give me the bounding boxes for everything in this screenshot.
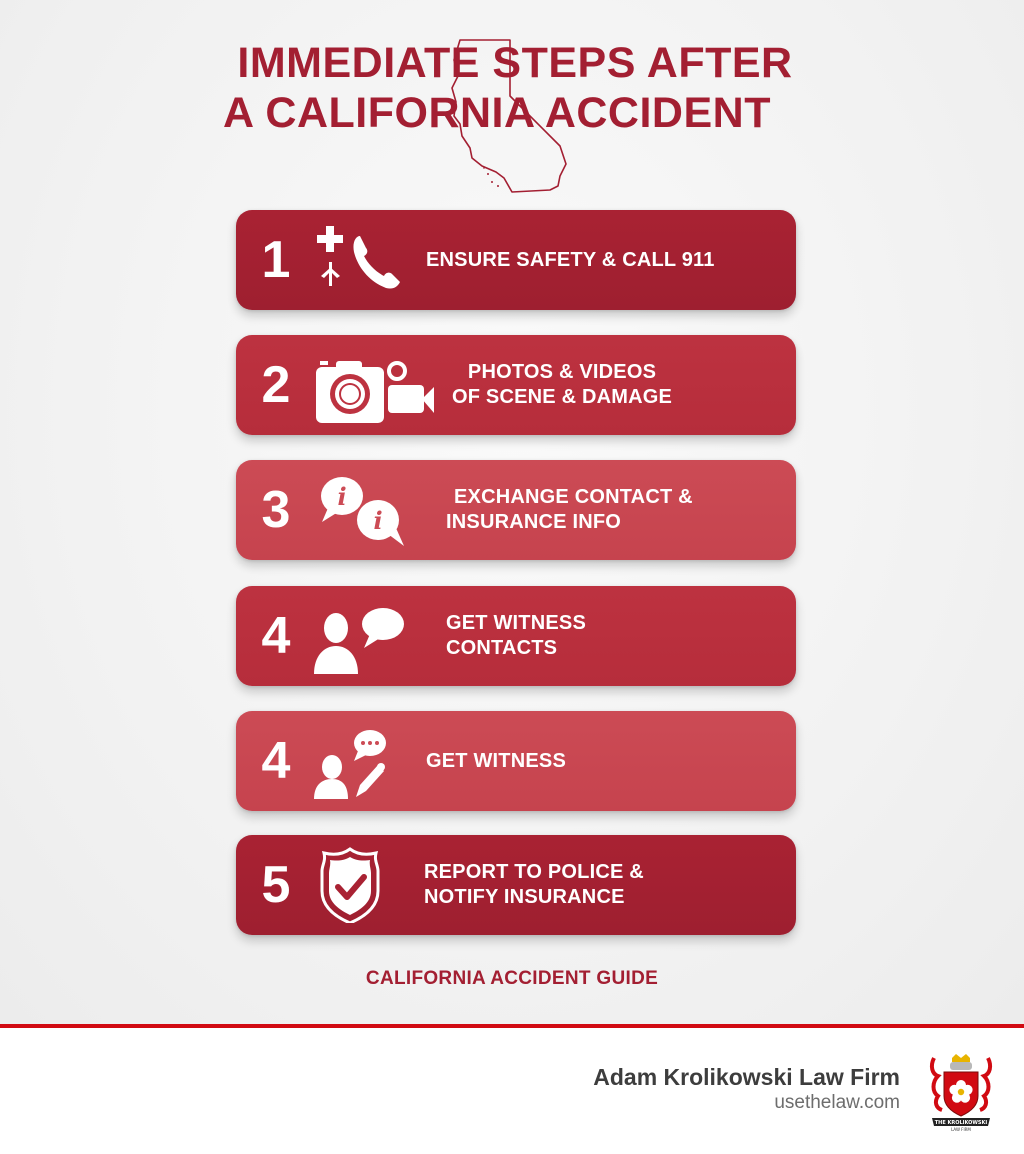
divider bbox=[0, 1024, 1024, 1028]
step-number: 3 bbox=[261, 481, 291, 539]
info-speech-bubble-icon bbox=[357, 500, 404, 546]
step-text bbox=[446, 586, 586, 686]
step-card-4 bbox=[236, 586, 796, 686]
medical-cross-icon bbox=[317, 226, 343, 286]
step-text-line: REPORT TO POLICE & bbox=[424, 861, 644, 883]
pen-icon bbox=[356, 763, 385, 797]
step-text bbox=[426, 210, 715, 310]
info-speech-bubble-icon bbox=[321, 477, 363, 522]
phone-icon bbox=[353, 236, 400, 289]
step-text-line: GET WITNESS bbox=[446, 612, 586, 634]
firm-crest-logo bbox=[928, 1052, 994, 1132]
step-text-line: INSURANCE INFO bbox=[446, 511, 622, 533]
step-1-icons bbox=[314, 222, 444, 298]
step-text-line: ENSURE SAFETY & CALL 911 bbox=[426, 248, 715, 271]
video-camera-icon bbox=[388, 363, 434, 413]
california-outline-icon bbox=[400, 36, 590, 196]
step-number: 4 bbox=[261, 732, 291, 790]
camera-icon bbox=[316, 361, 384, 423]
step-text-line: NOTIFY INSURANCE bbox=[424, 886, 625, 908]
step-card-2 bbox=[236, 335, 796, 435]
step-text bbox=[452, 335, 672, 435]
svg-text:THE KROLIKOWSKI: THE KROLIKOWSKI bbox=[934, 1120, 988, 1126]
firm-branding bbox=[593, 1062, 900, 1114]
title-line-2: A CALIFORNIA ACCIDENT bbox=[223, 89, 771, 137]
step-2-icons bbox=[314, 347, 444, 423]
speech-bubble-icon bbox=[362, 608, 404, 648]
step-number: 5 bbox=[261, 856, 291, 914]
step-number: 4 bbox=[261, 607, 291, 665]
svg-text:i: i bbox=[337, 482, 347, 511]
svg-text:i: i bbox=[373, 506, 383, 535]
step-text bbox=[426, 711, 566, 811]
guide-caption: CALIFORNIA ACCIDENT GUIDE bbox=[365, 968, 659, 989]
step-number: 1 bbox=[261, 231, 291, 289]
svg-text:LAW FIRM: LAW FIRM bbox=[951, 1127, 971, 1132]
step-card-3 bbox=[236, 460, 796, 560]
firm-name: Adam Krolikowski Law Firm bbox=[593, 1064, 900, 1090]
step-4b-icons bbox=[314, 723, 444, 799]
step-card-4b bbox=[236, 711, 796, 811]
step-text-line: PHOTOS & VIDEOS bbox=[467, 361, 657, 383]
step-3-icons bbox=[314, 472, 444, 548]
step-text bbox=[446, 460, 693, 560]
step-card-1 bbox=[236, 210, 796, 310]
title-line-1: IMMEDIATE STEPS AFTER bbox=[237, 39, 793, 87]
person-icon bbox=[314, 613, 358, 674]
shield-check-icon bbox=[322, 849, 378, 923]
step-number: 2 bbox=[261, 356, 291, 414]
firm-url[interactable]: usethelaw.com bbox=[774, 1092, 900, 1113]
step-4-icons bbox=[314, 598, 444, 674]
step-card-5 bbox=[236, 835, 796, 935]
step-text-line: OF SCENE & DAMAGE bbox=[452, 386, 673, 408]
person-speech-icon bbox=[314, 730, 386, 799]
step-text-line: GET WITNESS bbox=[426, 749, 566, 772]
step-text bbox=[424, 835, 644, 935]
step-text-line: EXCHANGE CONTACT & bbox=[454, 486, 693, 508]
step-text-line: CONTACTS bbox=[446, 637, 558, 659]
